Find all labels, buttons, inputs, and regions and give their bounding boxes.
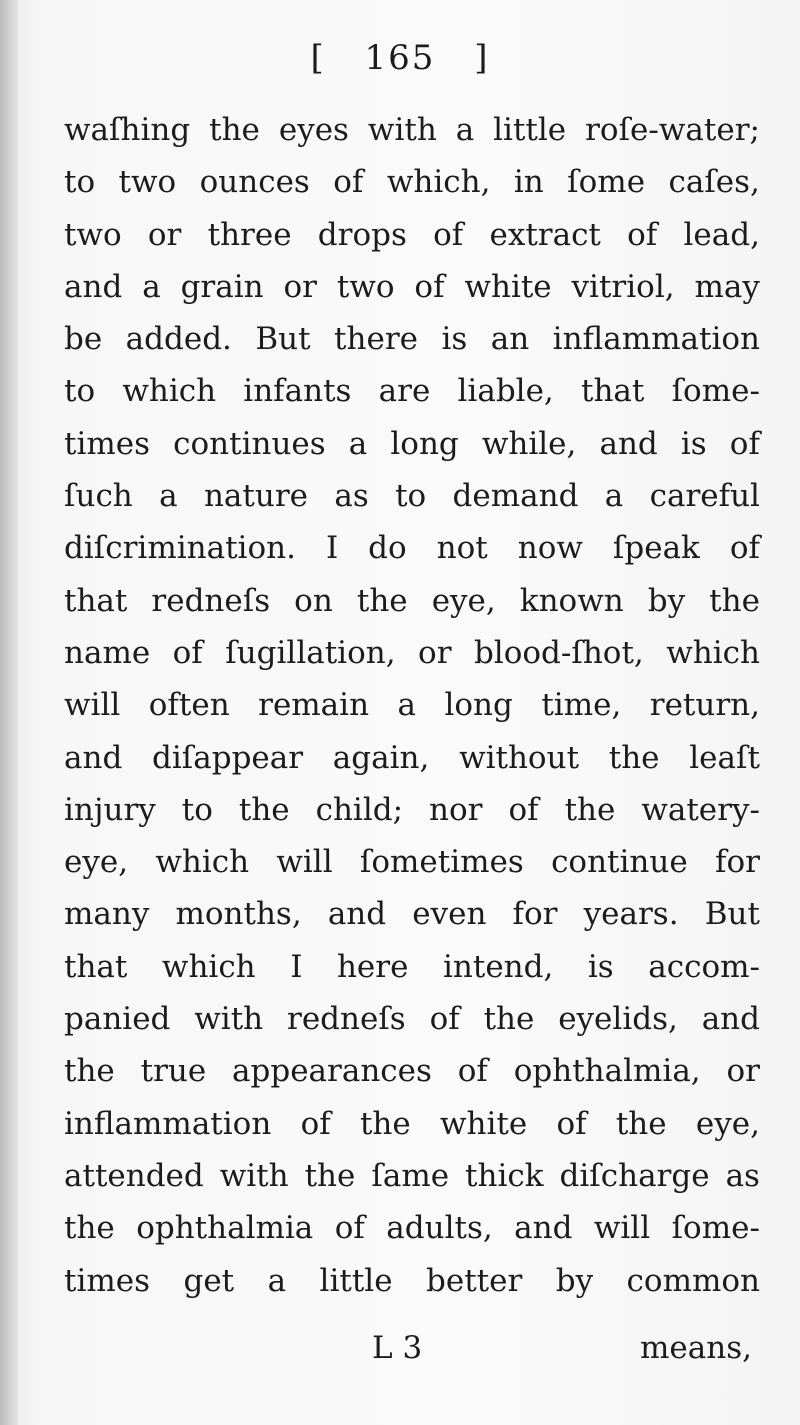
page-gutter-edge (0, 0, 18, 1425)
word: roſe-water; (585, 112, 760, 148)
word: times (64, 1262, 151, 1299)
word: intend, (442, 948, 554, 985)
word: there (334, 321, 418, 358)
word: here (336, 948, 409, 985)
word: be (64, 321, 103, 358)
word: the (564, 791, 616, 828)
text-line (64, 1098, 760, 1150)
word: that (581, 373, 645, 410)
page-number: 165 (364, 38, 436, 78)
word: redneſs (287, 1001, 406, 1038)
word: ophthalmia (136, 1210, 314, 1247)
word: the (64, 1053, 115, 1090)
word: known (519, 582, 624, 619)
word: for (714, 844, 760, 881)
word: often (148, 687, 230, 724)
word: will (276, 844, 333, 881)
body-text (64, 104, 760, 1307)
text-line (64, 418, 760, 470)
word: ſome- (671, 373, 760, 410)
word: or (726, 1053, 760, 1090)
word: the (356, 582, 408, 619)
word: of (172, 634, 203, 671)
word: long (390, 425, 459, 462)
word: the (709, 582, 760, 619)
word: of (729, 530, 760, 567)
word: return, (649, 687, 760, 724)
word: lead, (683, 216, 760, 253)
word: ſpeak (612, 530, 700, 567)
header-close-bracket: ] (474, 38, 490, 78)
word: as (334, 478, 369, 515)
word: the (304, 1157, 356, 1194)
word: of (333, 164, 364, 201)
word: of (414, 268, 445, 305)
word: to (181, 791, 213, 828)
word: for (512, 896, 558, 933)
word: inflammation (552, 321, 760, 358)
text-line (64, 522, 760, 574)
word: injury (64, 791, 156, 828)
page-header (0, 38, 800, 78)
text-line (64, 313, 760, 365)
word: and (701, 1001, 760, 1038)
word: panied (64, 1001, 171, 1038)
word: with (367, 112, 437, 148)
word: ſome (567, 164, 646, 201)
word: little (493, 112, 567, 148)
word: or (147, 216, 182, 253)
word: now (517, 530, 583, 567)
word: extract (489, 216, 601, 253)
word: But (255, 321, 311, 358)
word: adults, (386, 1210, 493, 1247)
text-line (64, 627, 760, 679)
word: times (64, 425, 151, 462)
word: and (64, 739, 123, 776)
word: which (155, 844, 250, 881)
word: the (359, 1105, 411, 1142)
word: do (368, 530, 407, 567)
word: a (397, 687, 416, 724)
word: and (64, 268, 123, 305)
word: two (64, 216, 122, 253)
text-line (64, 784, 760, 836)
text-line (64, 679, 760, 731)
word: with (194, 1001, 264, 1038)
word: time, (541, 687, 622, 724)
word: and (514, 1210, 573, 1247)
word: attended (64, 1157, 204, 1194)
word: the (64, 1210, 115, 1247)
word: of (433, 216, 464, 253)
word: two (118, 164, 177, 201)
word: by (647, 582, 686, 619)
word: may (694, 268, 760, 305)
word: is (680, 425, 707, 462)
word: leaſt (689, 739, 760, 776)
word: to (64, 164, 96, 201)
word: continues (173, 425, 326, 462)
word: eyes (278, 112, 349, 148)
word: white (439, 1105, 528, 1142)
header-open-bracket: [ (310, 38, 326, 78)
word: I (325, 530, 339, 567)
text-line (64, 941, 760, 993)
word: of (627, 216, 658, 253)
word: drops (317, 216, 407, 253)
word: with (219, 1157, 289, 1194)
word: ſugillation, (225, 634, 396, 671)
word: accom- (648, 948, 760, 985)
word: demand (452, 478, 579, 515)
word: common (626, 1262, 760, 1299)
text-line (64, 104, 760, 156)
word: to (64, 373, 96, 410)
word: an (490, 321, 530, 358)
word: remain (258, 687, 370, 724)
word: eye, (695, 1105, 760, 1142)
word: child; (315, 791, 404, 828)
word: nature (203, 478, 308, 515)
word: ſame (371, 1157, 450, 1194)
word: nor (429, 791, 483, 828)
word: will (64, 687, 121, 724)
word: the (615, 1105, 667, 1142)
word: vitriol, (571, 268, 675, 305)
word: many (64, 896, 150, 933)
text-line (64, 888, 760, 940)
word: is (587, 948, 614, 985)
word: which (122, 373, 217, 410)
text-line (64, 993, 760, 1045)
word: again, (332, 739, 430, 776)
word: of (729, 425, 760, 462)
word: ophthalmia, (513, 1053, 701, 1090)
word: redneſs (151, 582, 271, 619)
signature-mark: L 3 (372, 1330, 423, 1366)
word: years. (583, 896, 679, 933)
word: blood-ſhot, (473, 634, 644, 671)
word: ounces (199, 164, 310, 201)
word: two (336, 268, 395, 305)
word: true (140, 1053, 207, 1090)
word: which, (386, 164, 491, 201)
word: of (334, 1210, 365, 1247)
word: three (207, 216, 292, 253)
text-line (64, 209, 760, 261)
word: careful (649, 478, 760, 515)
word: which (161, 948, 256, 985)
word: appearances (232, 1053, 432, 1090)
text-line (64, 1255, 760, 1307)
word: eyelids, (558, 1001, 678, 1038)
text-line (64, 1150, 760, 1202)
text-line (64, 575, 760, 627)
word: the (209, 112, 260, 148)
word: that (64, 948, 128, 985)
word: eye, (431, 582, 496, 619)
word: diſcharge (559, 1157, 710, 1194)
word: watery- (641, 791, 760, 828)
word: name (64, 634, 151, 671)
word: months, (175, 896, 302, 933)
word: in (513, 164, 544, 201)
word: to (395, 478, 427, 515)
word: a (159, 478, 178, 515)
catchword: means, (640, 1330, 752, 1366)
word: the (238, 791, 290, 828)
text-line (64, 470, 760, 522)
word: ſome- (671, 1210, 760, 1247)
word: will (593, 1210, 651, 1247)
word: on (294, 582, 333, 619)
word: of (457, 1053, 488, 1090)
word: caſes, (668, 164, 760, 201)
word: diſcrimination. (64, 530, 296, 567)
word: without (459, 739, 580, 776)
word: as (725, 1157, 760, 1194)
word: a (267, 1262, 287, 1299)
word: is (441, 321, 468, 358)
word: eye, (64, 844, 129, 881)
word: the (608, 739, 660, 776)
word: that (64, 582, 128, 619)
word: a (455, 112, 475, 148)
text-line (64, 156, 760, 208)
word: little (319, 1262, 393, 1299)
word: a (604, 478, 624, 515)
word: not (436, 530, 488, 567)
text-line (64, 261, 760, 313)
text-line (64, 365, 760, 417)
word: which (666, 634, 760, 671)
word: of (508, 791, 539, 828)
word: a (142, 268, 161, 305)
word: and (599, 425, 658, 462)
text-line (64, 1202, 760, 1254)
word: But (704, 896, 760, 933)
text-line (64, 1045, 760, 1097)
word: by (555, 1262, 594, 1299)
word: better (426, 1262, 523, 1299)
word: diſappear (152, 739, 304, 776)
text-line (64, 836, 760, 888)
text-line (64, 732, 760, 784)
word: even (412, 896, 487, 933)
word: ſuch (64, 478, 133, 515)
word: I (290, 948, 303, 985)
word: get (183, 1262, 235, 1299)
page-footer (0, 1330, 800, 1380)
word: or (283, 268, 317, 305)
word: of (300, 1105, 331, 1142)
word: or (418, 634, 452, 671)
word: grain (180, 268, 264, 305)
word: waſhing (64, 112, 191, 148)
word: infants (243, 373, 352, 410)
word: thick (465, 1157, 544, 1194)
word: a (348, 425, 368, 462)
word: added. (125, 321, 232, 358)
word: the (483, 1001, 535, 1038)
word: of (429, 1001, 460, 1038)
word: liable, (457, 373, 554, 410)
word: are (378, 373, 431, 410)
word: white (464, 268, 552, 305)
word: continue (551, 844, 688, 881)
word: long (444, 687, 513, 724)
word: ſometimes (359, 844, 524, 881)
word: while, (481, 425, 577, 462)
word: and (327, 896, 387, 933)
word: inflammation (64, 1105, 272, 1142)
word: of (556, 1105, 587, 1142)
